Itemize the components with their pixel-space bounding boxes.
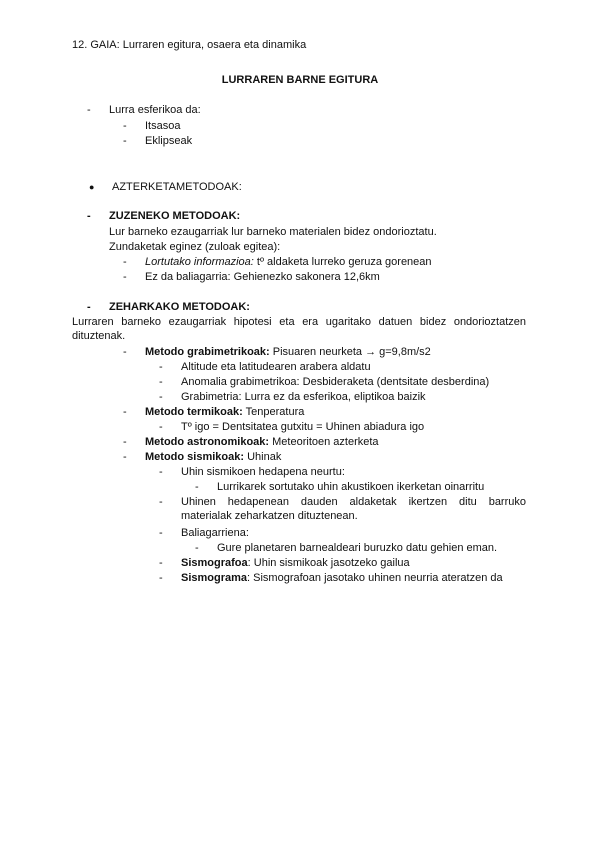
grabi-item-anomalia: - Anomalia grabimetrikoa: Desbideraketa (dentsitate desberdina) — [181, 375, 489, 389]
sismi-item-sismograma — [181, 571, 503, 585]
sismi-item-hedapena: - Uhin sismikoen hedapena neurtu: — [181, 465, 345, 479]
sismikoak-label: Metodo sismikoak: — [145, 451, 245, 463]
termi-item-tenperatura: - Tº igo = Dentsitatea gutxitu = Uhinen abiadura igo — [181, 420, 424, 434]
metodo-astronomikoak — [145, 435, 379, 449]
sismograma-text: : Sismografoan jasotako uhinen neurria ateratzen da — [247, 572, 503, 584]
zeharkako-paragraph: Lurraren barneko ezaugarriak hipotesi eta era ugaritako datuen bidez ondorioztatzen dituztenak. — [72, 316, 526, 342]
astronomikoak-label: Metodo astronomikoak: — [145, 436, 270, 448]
sismi-item-sismografoa — [181, 556, 410, 570]
grabimetrikoak-label: Metodo grabimetrikoak: — [145, 346, 270, 358]
azterketa-label: AZTERKETAMETODOAK: — [112, 181, 242, 193]
sismograma-label: Sismograma — [181, 572, 248, 584]
sismi-item-gure: - Gure planetaren barnealdeari buruzko datu gehien eman. — [217, 541, 497, 555]
zeharkako-heading: - ZEHARKAKO METODOAK: — [109, 300, 250, 314]
informazioa-label: Lortutako informazioa: — [145, 256, 254, 268]
zuzeneko-line1: Lur barneko ezaugarriak lur barneko materialen bidez ondorioztatu. — [109, 226, 437, 238]
zuzeneko-line2: Zundaketak eginez (zuloak egitea): — [109, 241, 281, 253]
metodo-grabimetrikoak — [145, 345, 431, 359]
intro-item-eklipseak: - Eklipseak — [145, 134, 192, 148]
sismikoak-text: Uhinak — [244, 451, 282, 463]
sismografoa-label: Sismografoa — [181, 557, 248, 569]
termikoak-text: Tenperatura — [242, 406, 305, 418]
sismi-item-lurrikarak: - Lurrikarek sortutako uhin akustikoen ikerketan oinarritu — [217, 480, 484, 494]
termikoak-label: Metodo termikoak: — [145, 406, 243, 418]
informazioa-text: tº aldaketa lurreko geruza gorenean — [253, 256, 432, 268]
grabi-item-altitude: - Altitude eta latitudearen arabera aldatu — [181, 360, 371, 374]
intro-item-itsasoa: - Itsasoa — [145, 119, 180, 133]
zuzeneko-item-baliagarria: - Ez da baliagarria: Gehienezko sakonera 12,6km — [145, 270, 380, 284]
grabimetrikoak-text: Pisuaren neurketa → g=9,8m/s2 — [269, 346, 431, 358]
grabi-item-grabimetria: - Grabimetria: Lurra ez da esferikoa, eliptikoa baizik — [181, 390, 426, 404]
sismografoa-text: : Uhin sismikoak jasotzeko gailua — [247, 557, 410, 569]
metodo-sismikoak — [145, 450, 281, 464]
bullet-icon: ● — [89, 182, 95, 192]
zuzeneko-heading: - ZUZENEKO METODOAK: — [109, 209, 240, 223]
document-header: 12. GAIA: Lurraren egitura, osaera eta dinamika — [72, 39, 307, 51]
intro-label: - Lurra esferikoa da: — [109, 103, 201, 117]
metodo-termikoak — [145, 405, 304, 419]
sismi-item-aldaketak: - Uhinen hedapenean dauden aldaketak ikertzen ditu barruko materialak zeharkatzen dituztenean. — [181, 495, 526, 523]
sismi-item-baliagarriena: - Baliagarriena: — [181, 526, 249, 540]
zuzeneko-item-informazioa — [145, 255, 432, 269]
astronomikoak-text: Meteoritoen azterketa — [269, 436, 379, 448]
page-title: LURRAREN BARNE EGITURA — [221, 74, 379, 86]
